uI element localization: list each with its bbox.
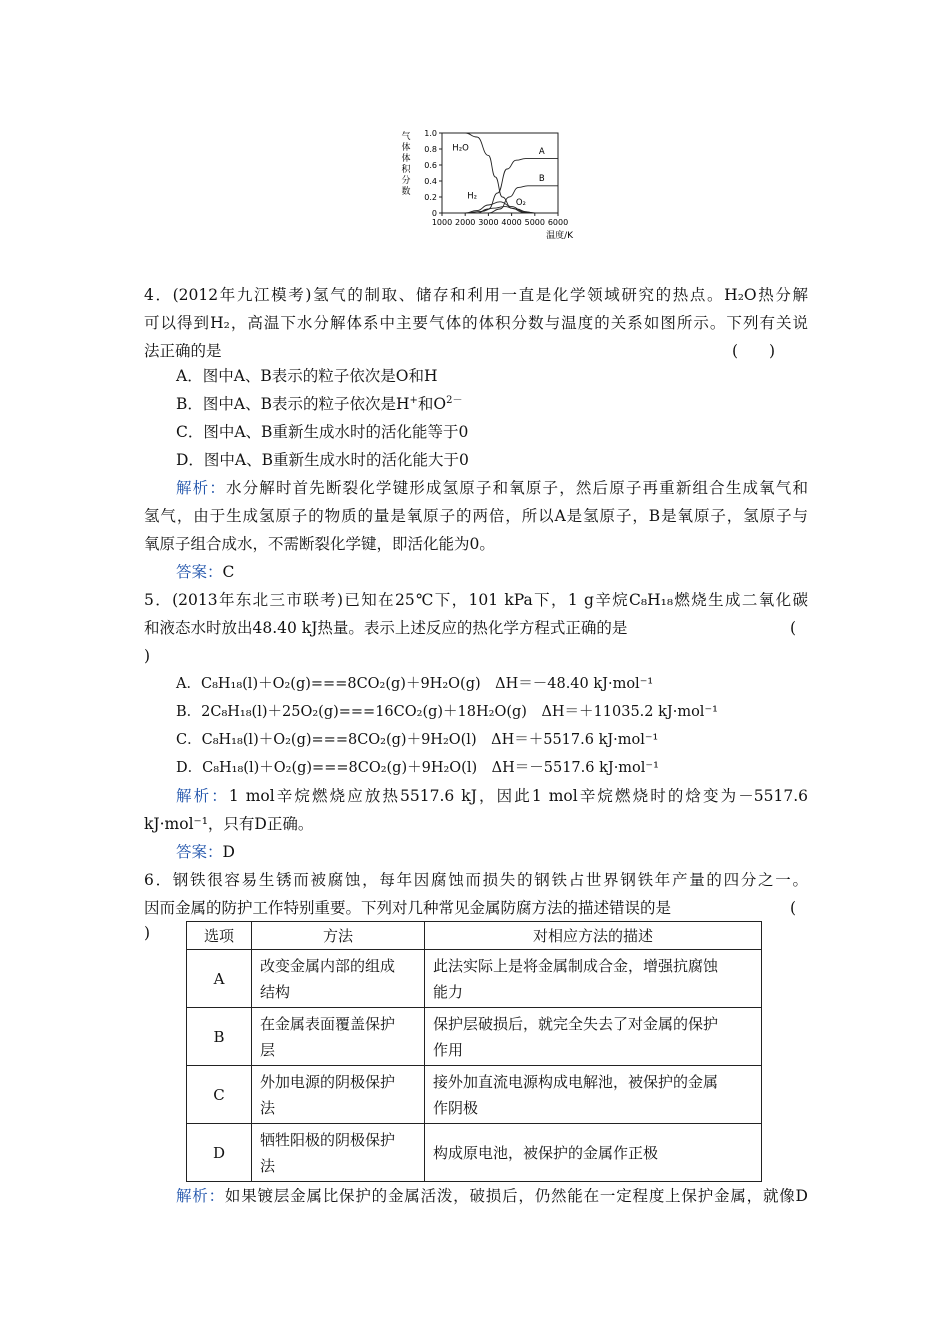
row-method: 牺牲阳极的阴极保护 法: [252, 1124, 425, 1182]
q5-option-d: D．C₈H₁₈(l)＋O₂(g)===8CO₂(g)＋9H₂O(l) ΔH＝－5517.6 kJ·mol⁻¹: [176, 760, 659, 776]
row-description: 保护层破损后，就完全失去了对金属的保护 作用: [425, 1008, 762, 1066]
q4-option-d: D．图中A、B重新生成水时的活化能大于0: [176, 451, 469, 469]
row-option: A: [187, 950, 252, 1008]
row-method: 改变金属内部的组成 结构: [252, 950, 425, 1008]
series-annotations: [452, 144, 545, 208]
table-row: [187, 1008, 762, 1066]
y-axis-label: [401, 130, 411, 197]
row-method: 在金属表面覆盖保护 层: [252, 1008, 425, 1066]
y-ticks: [424, 129, 442, 218]
q6-stem-line2: 因而金属的防护工作特别重要。下列对几种常见金属防腐方法的描述错误的是: [144, 899, 672, 917]
row-description: 构成原电池，被保护的金属作正极: [425, 1124, 762, 1182]
table-row: [187, 950, 762, 1008]
table-header-method: 方法: [252, 922, 425, 950]
y-label-char: 数: [401, 187, 411, 197]
annotation-label: H₂: [467, 191, 478, 202]
q5-answer: 答案：D: [176, 843, 235, 861]
row-option: B: [187, 1008, 252, 1066]
q4-stem-line3: 法正确的是: [144, 342, 222, 360]
q5-stem-line2: 和液态水时放出48.40 kJ热量。表示上述反应的热化学方程式正确的是: [144, 619, 628, 637]
row-option: D: [187, 1124, 252, 1182]
x-tick-label: 6000: [547, 218, 569, 227]
q5-paren-open: (: [790, 619, 797, 637]
q6-analysis-line1: 解析：如果镀层金属比保护的金属活泼，破损后，仍然能在一定程度上保护金属，就像D: [176, 1187, 808, 1205]
table-header-option: 选项: [187, 922, 252, 950]
q5-analysis-line1: 解析：1 mol辛烷燃烧应放热5517.6 kJ，因此1 mol辛烷燃烧时的焓变为－5517.6: [176, 787, 808, 805]
x-tick-label: 1000: [431, 218, 453, 227]
q5-option-b: B．2C₈H₁₈(l)＋25O₂(g)===16CO₂(g)＋18H₂O(g) ΔH＝＋11035.2 kJ·mol⁻¹: [176, 704, 718, 720]
y-tick-label: 0.2: [424, 193, 437, 202]
q4-analysis-line3: 氧原子组合成水，不需断裂化学键，即活化能为0。: [144, 535, 495, 553]
q4-answer-paren: ( ): [732, 342, 776, 360]
x-tick-label: 4000: [501, 218, 522, 227]
q5-option-c: C．C₈H₁₈(l)＋O₂(g)===8CO₂(g)＋9H₂O(l) ΔH＝＋5517.6 kJ·mol⁻¹: [176, 732, 659, 748]
x-tick-label: 5000: [524, 218, 545, 227]
y-label-char: 体: [401, 154, 411, 164]
y-tick-label: 0.8: [424, 145, 437, 154]
q5-option-a: A．C₈H₁₈(l)＋O₂(g)===8CO₂(g)＋9H₂O(g) ΔH＝－48.40 kJ·mol⁻¹: [176, 676, 654, 692]
y-label-char: 分: [401, 176, 411, 186]
q4-option-c: C．图中A、B重新生成水时的活化能等于0: [176, 423, 469, 441]
protection-methods-table: [186, 921, 762, 1182]
y-tick-label: 1.0: [424, 129, 437, 138]
annotation-label: A: [538, 146, 545, 157]
x-ticks: [432, 213, 568, 227]
q4-stem-line2: 可以得到H₂，高温下水分解体系中主要气体的体积分数与温度的关系如图所示。下列有关说: [144, 314, 808, 332]
q4-analysis-line2: 氢气，由于生成氢原子的物质的量是氧原子的两倍，所以A是氢原子，B是氧原子，氢原子与: [144, 507, 808, 525]
table-header-description: 对相应方法的描述: [425, 922, 762, 950]
annotation-label: O₂: [515, 198, 526, 208]
y-tick-label: 0.6: [424, 161, 437, 170]
table-row: [187, 1066, 762, 1124]
q5-stem-line1: 5．(2013年东北三市联考)已知在25℃下，101 kPa下，1 g辛烷C₈H₁₈燃烧生成二氧化碳: [144, 591, 808, 609]
x-tick-label: 2000: [455, 218, 476, 227]
y-tick-label: 0.4: [424, 177, 437, 186]
x-axis-label: 温度/K: [546, 231, 573, 241]
q6-paren-open: (: [790, 899, 797, 917]
row-method: 外加电源的阴极保护 法: [252, 1066, 425, 1124]
y-label-char: 气: [401, 132, 411, 142]
row-description: 此法实际上是将金属制成合金，增强抗腐蚀 能力: [425, 950, 762, 1008]
q4-stem-line1: 4．(2012年九江模考)氢气的制取、储存和利用一直是化学领域研究的热点。H₂O热分解: [144, 286, 808, 304]
q5-paren-close: ): [144, 647, 151, 665]
y-label-char: 体: [401, 143, 411, 153]
q6-stem-line1: 6．钢铁很容易生锈而被腐蚀，每年因腐蚀而损失的钢铁占世界钢铁年产量的四分之一。: [144, 871, 808, 889]
q4-analysis-line1: 解析：水分解时首先断裂化学键形成氢原子和氧原子，然后原子再重新组合生成氧气和: [176, 479, 808, 497]
row-description: 接外加直流电源构成电解池，被保护的金属 作阴极: [425, 1066, 762, 1124]
q5-analysis-line2: kJ·mol⁻¹，只有D正确。: [144, 815, 314, 833]
gas-fraction-chart: [400, 125, 575, 245]
row-option: C: [187, 1066, 252, 1124]
annotation-label: B: [538, 174, 545, 184]
table-row: [187, 1124, 762, 1182]
y-tick-label: 0: [431, 209, 437, 218]
q4-option-a: A．图中A、B表示的粒子依次是O和H: [176, 367, 438, 385]
y-label-char: 积: [401, 165, 411, 175]
q4-answer: 答案：C: [176, 563, 235, 581]
q4-option-b: B．图中A、B表示的粒子依次是H+和$O^{2-}$: [176, 394, 463, 413]
annotation-label: H₂O: [452, 143, 469, 154]
q6-paren-close: ): [144, 924, 151, 942]
x-tick-label: 3000: [478, 218, 499, 227]
